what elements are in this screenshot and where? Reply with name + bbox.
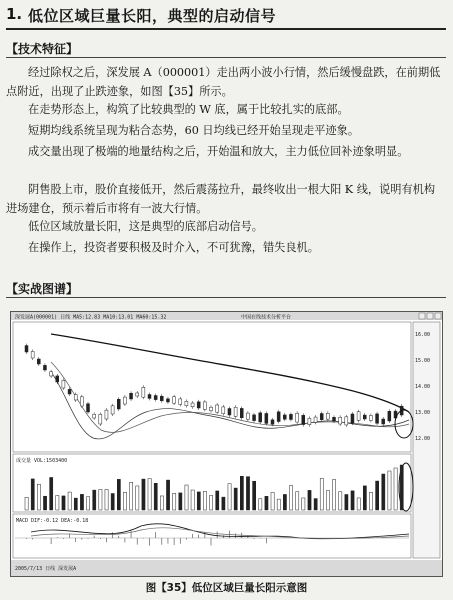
volume-bar bbox=[117, 479, 120, 510]
candle-body bbox=[382, 419, 385, 424]
volume-bar bbox=[179, 493, 182, 510]
candle-body bbox=[160, 396, 163, 401]
candle-body bbox=[93, 414, 96, 418]
stock-chart-figure bbox=[10, 311, 443, 577]
volume-bar bbox=[123, 492, 126, 510]
candle-body bbox=[234, 407, 237, 416]
candle-body bbox=[99, 414, 102, 424]
chart-header-center: 中国在线技术分析平台 bbox=[241, 314, 292, 321]
volume-bar bbox=[333, 480, 336, 510]
price-tick-label: 14.00 bbox=[415, 384, 431, 390]
volume-bar bbox=[197, 492, 200, 510]
paragraph-3: 短期均线系统呈现为粘合态势，60 日均线已经开始呈现走平迹象。 bbox=[28, 124, 360, 137]
candle-body bbox=[363, 415, 366, 419]
candle-body bbox=[130, 393, 133, 399]
heading-rule bbox=[6, 28, 446, 30]
candle-body bbox=[179, 399, 182, 404]
macd-label: MACD DIF:-0.12 DEA:-0.18 bbox=[16, 518, 89, 524]
volume-bar bbox=[173, 493, 176, 510]
volume-bar bbox=[253, 481, 256, 510]
candle-body bbox=[222, 407, 225, 414]
candle-body bbox=[203, 402, 206, 409]
volume-bar bbox=[369, 492, 372, 510]
candle-body bbox=[216, 405, 219, 412]
candle-body bbox=[296, 413, 299, 422]
maximize-icon[interactable] bbox=[427, 313, 433, 319]
volume-bar bbox=[234, 488, 237, 510]
candle-body bbox=[191, 403, 194, 407]
candle-body bbox=[345, 417, 348, 425]
macd-dif-line bbox=[31, 524, 409, 539]
candle-body bbox=[314, 417, 317, 422]
volume-bar bbox=[154, 483, 157, 510]
candle-body bbox=[136, 393, 139, 396]
price-tick-label: 16.00 bbox=[415, 332, 431, 338]
candle-body bbox=[105, 410, 108, 419]
paragraph-2: 在走势形态上，构筑了比较典型的 W 底，属于比较扎实的底部。 bbox=[28, 103, 349, 116]
volume-bar bbox=[148, 478, 151, 510]
candle-body bbox=[117, 399, 120, 409]
candle-body bbox=[68, 389, 71, 394]
paragraph-1: 经过除权之后，深发展 A（000001）走出两小波小行情，然后缓慢盘跌，在前期低点附近，出现了止跌迹象，如图【35】所示。 bbox=[6, 66, 441, 98]
volume-bar bbox=[265, 496, 268, 510]
candle-body bbox=[320, 414, 323, 420]
candle-body bbox=[388, 411, 391, 421]
volume-bar bbox=[25, 497, 28, 510]
volume-bar bbox=[99, 489, 102, 510]
paragraph-6: 低位区域放量长阳，这是典型的底部启动信号。 bbox=[28, 220, 263, 233]
candle-body bbox=[31, 351, 34, 358]
volume-bar bbox=[216, 491, 219, 510]
candle-body bbox=[185, 401, 188, 405]
candle-body bbox=[357, 412, 360, 421]
price-tick-label: 15.00 bbox=[415, 358, 431, 364]
volume-bar bbox=[228, 484, 231, 510]
volume-bar bbox=[203, 491, 206, 510]
volume-bar bbox=[320, 478, 323, 510]
volume-bar bbox=[37, 484, 40, 510]
volume-bar bbox=[296, 492, 299, 510]
candle-body bbox=[148, 395, 151, 399]
candle-body bbox=[87, 404, 90, 412]
volume-bar bbox=[166, 480, 169, 510]
volume-bar bbox=[326, 491, 329, 510]
volume-bar bbox=[93, 490, 96, 510]
volume-bars bbox=[25, 465, 403, 510]
candle-body bbox=[253, 415, 256, 421]
volume-bar bbox=[357, 498, 360, 510]
section-rule-chart bbox=[6, 297, 446, 298]
candle-body bbox=[123, 397, 126, 404]
volume-bar bbox=[43, 496, 46, 510]
chart-status-text: 2005/7/13 日线 深发展A bbox=[15, 566, 77, 572]
volume-bar bbox=[376, 481, 379, 510]
candle-body bbox=[277, 412, 280, 422]
volume-bar bbox=[351, 491, 354, 510]
close-icon[interactable] bbox=[435, 313, 441, 319]
volume-bar bbox=[314, 499, 317, 510]
candle-body bbox=[333, 417, 336, 421]
volume-bar bbox=[363, 486, 366, 510]
volume-bar bbox=[289, 486, 292, 510]
candle-body bbox=[62, 380, 65, 388]
volume-bar bbox=[160, 496, 163, 510]
candle-body bbox=[246, 413, 249, 419]
volume-bar bbox=[345, 494, 348, 510]
volume-bar bbox=[388, 471, 391, 510]
candle-body bbox=[80, 397, 83, 406]
candle-body bbox=[351, 414, 354, 423]
paragraph-4: 成交量出现了极端的地量结构之后，开始温和放大，主力低位回补迹象明显。 bbox=[28, 145, 409, 158]
candle-body bbox=[173, 397, 176, 403]
candle-body bbox=[56, 376, 59, 382]
volume-bar bbox=[246, 477, 249, 510]
candle-body bbox=[154, 396, 157, 400]
candle-body bbox=[326, 413, 329, 419]
candle-body bbox=[339, 417, 342, 424]
ma60-line bbox=[51, 334, 409, 412]
heading-number: 1. bbox=[6, 5, 23, 23]
volume-bar bbox=[382, 474, 385, 510]
volume-bar bbox=[111, 494, 114, 510]
volume-label: 成交量 VOL:1503400 bbox=[16, 458, 68, 464]
paragraph-5: 阴售股上市，股价直接低开，然后震荡拉升，最终收出一根大阳 K 线，说明有机构进场建仓，预示着后市将有一波大行情。 bbox=[6, 183, 436, 215]
volume-bar bbox=[339, 492, 342, 510]
candle-body bbox=[376, 414, 379, 423]
candle-body bbox=[210, 407, 213, 411]
candle-body bbox=[228, 409, 231, 415]
volume-bar bbox=[142, 479, 145, 510]
heading-title: 低位区域巨量长阳，典型的启动信号 bbox=[28, 7, 277, 25]
volume-bar bbox=[191, 490, 194, 510]
candle-body bbox=[308, 418, 311, 424]
candle-body bbox=[37, 359, 40, 364]
candle-body bbox=[50, 372, 53, 376]
volume-bar bbox=[302, 498, 305, 510]
volume-bar bbox=[105, 489, 108, 510]
price-tick-label: 12.00 bbox=[415, 436, 431, 442]
volume-bar bbox=[31, 479, 34, 510]
candle-body bbox=[271, 420, 274, 424]
price-panel bbox=[13, 322, 411, 452]
candle-body bbox=[197, 402, 200, 408]
candle-body bbox=[43, 365, 46, 370]
volume-bar bbox=[62, 496, 65, 510]
chart-header-left: 深发展A(000001) 日线 MA5:12.83 MA10:13.01 MA60:15.32 bbox=[15, 314, 167, 321]
stock-chart-svg bbox=[11, 312, 442, 576]
candle-body bbox=[369, 416, 372, 421]
volume-bar bbox=[283, 494, 286, 510]
ma5-line bbox=[51, 372, 409, 439]
candle-body bbox=[25, 346, 28, 352]
section-technical-features: 【技术特征】 bbox=[6, 42, 79, 56]
volume-bar bbox=[222, 497, 225, 510]
figure-caption: 图【35】低位区域巨量长阳示意图 bbox=[145, 582, 308, 594]
candle-body bbox=[289, 414, 292, 419]
section-chart-example: 【实战图谱】 bbox=[6, 282, 79, 296]
volume-bar bbox=[210, 496, 213, 510]
volume-bar bbox=[50, 477, 53, 510]
paragraph-7: 在操作上，投资者要积极及时介入，不可犹豫，错失良机。 bbox=[28, 241, 319, 254]
volume-bar bbox=[394, 468, 397, 510]
ma10-line bbox=[51, 362, 409, 432]
candle-body bbox=[111, 406, 114, 414]
candle-body bbox=[166, 399, 169, 402]
price-tick-label: 13.00 bbox=[415, 410, 431, 416]
volume-bar bbox=[240, 476, 243, 510]
section-rule-features bbox=[6, 57, 446, 58]
volume-bar bbox=[87, 497, 90, 510]
volume-bar bbox=[259, 499, 262, 510]
volume-bar bbox=[56, 495, 59, 510]
macd-dea-line bbox=[31, 528, 409, 539]
volume-bar bbox=[80, 494, 83, 510]
minimize-icon[interactable] bbox=[419, 313, 425, 319]
volume-bar bbox=[308, 490, 311, 510]
volume-bar bbox=[136, 486, 139, 510]
candle-body bbox=[142, 387, 145, 397]
volume-bar bbox=[271, 492, 274, 510]
volume-bar bbox=[68, 492, 71, 510]
candle-body bbox=[265, 413, 268, 423]
volume-bar bbox=[130, 482, 133, 510]
candle-body bbox=[302, 415, 305, 424]
candle-body bbox=[283, 415, 286, 419]
candle-body bbox=[259, 413, 262, 422]
volume-bar bbox=[277, 499, 280, 510]
candle-body bbox=[240, 408, 243, 417]
volume-bar bbox=[185, 485, 188, 510]
volume-bar bbox=[400, 465, 403, 510]
volume-bar bbox=[74, 498, 77, 510]
candle-body bbox=[74, 395, 77, 400]
